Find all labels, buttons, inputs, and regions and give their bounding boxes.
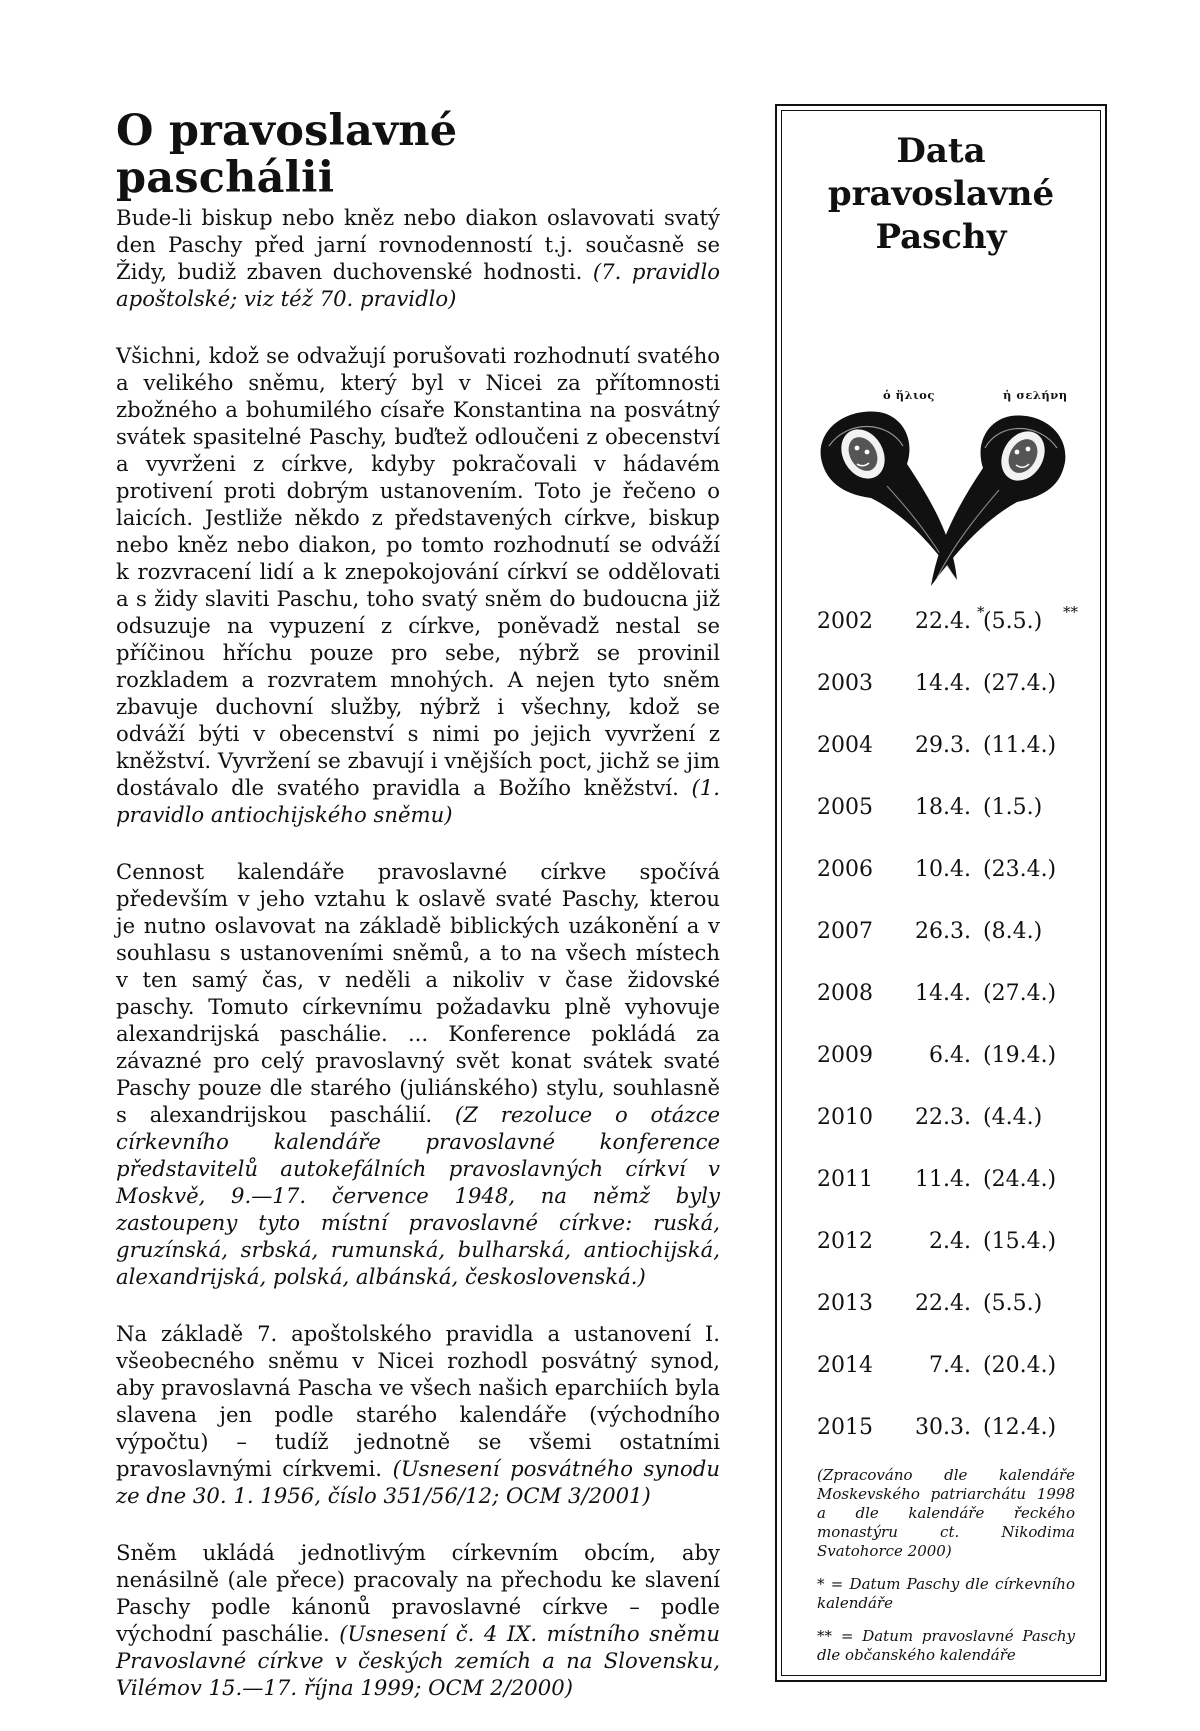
sidebar-notes [817, 1466, 1075, 1679]
year: 2009 [817, 1043, 873, 1068]
church-calendar-date: 14.4. [915, 671, 971, 696]
paragraph [116, 204, 720, 312]
church-calendar-date: 6.4. [929, 1043, 971, 1068]
year: 2012 [817, 1229, 873, 1254]
sun-moon-personifications-icon [807, 390, 1077, 590]
church-calendar-date: 11.4. [915, 1167, 971, 1192]
church-calendar-date: 22.4. [915, 609, 971, 634]
paragraph [116, 858, 720, 1290]
church-calendar-date: 2.4. [929, 1229, 971, 1254]
sun-figure [821, 412, 957, 580]
paragraph-text: Bude-li biskup nebo kněz nebo diakon oslavovati svatý den Paschy před jarní rovnodenností t.j. současně se Židy, budiž zbaven duchovenské hodnosti. [116, 205, 720, 284]
main-text-column [116, 204, 720, 1731]
civil-calendar-date: (23.4.) [983, 857, 1057, 882]
legend-civil-calendar: ** = Datum pravoslavné Paschy dle občanského kalendáře [817, 1627, 1075, 1664]
paragraph [116, 342, 720, 828]
civil-calendar-date: (11.4.) [983, 733, 1057, 758]
resurrection-icon [807, 390, 1077, 590]
year: 2006 [817, 857, 873, 882]
year: 2014 [817, 1353, 873, 1378]
legend-church-calendar: * = Datum Paschy dle církevního kalendáře [817, 1575, 1075, 1612]
church-calendar-date: 14.4. [915, 981, 971, 1006]
year: 2004 [817, 733, 873, 758]
church-calendar-date: 30.3. [915, 1415, 971, 1440]
church-calendar-date: 26.3. [915, 919, 971, 944]
civil-calendar-date: (12.4.) [983, 1415, 1057, 1440]
paragraph-text: Všichni, kdož se odvažují porušovati rozhodnutí svatého a velikého sněmu, který byl v Nicei za přítomnosti zbožného a bohumilého císaře Konstantina na posvátný svátek spasitelné Paschy, buďtež odloučeni z obecenství a vyvrženi z církve, kdyby pokračovali v hádavém protivení proti dobrým ustanovením. Toto je řečeno o laicích. Jestliže někdo z představených církve, biskup nebo kněz nebo diakon, po tomto rozhodnutí se odváží k rozvracení lidí a k znepokojování církví se oddělovati a s židy slaviti Paschu, toho svatý sněm do budoucna již odsuzuje na vypuzení z církve, poněvadž nestal se příčinou hříchu pouze pro sebe, nýbrž se provinil rozkladem a rozvratem mnohých. A nejen tyto sněm zbavuje duchovní služby, nýbrž i všechny, kdož se odváží býti v obecenství s nimi po jejich vyvržení z kněžství. Vyvržení se zbavují i vnějších poct, jichž se jim dostávalo dle svatého pravidla a Božího kněžství. [116, 343, 720, 800]
paragraph-citation: (1. pravidlo antiochijského sněmu) [116, 775, 720, 827]
date-row [817, 603, 1097, 671]
church-calendar-date: 22.4. [915, 1291, 971, 1316]
church-calendar-date: 7.4. [929, 1353, 971, 1378]
civil-calendar-date: (15.4.) [983, 1229, 1057, 1254]
church-calendar-date: 22.3. [915, 1105, 971, 1130]
date-row [817, 1043, 1097, 1105]
year: 2003 [817, 671, 873, 696]
civil-calendar-date: (27.4.) [983, 981, 1057, 1006]
civil-calendar-date: (4.4.) [983, 1105, 1043, 1130]
sidebar-title-line: pravoslavné [827, 174, 1055, 214]
paragraph [116, 1539, 720, 1701]
paragraph [116, 1320, 720, 1509]
civil-calendar-date: (1.5.) [983, 795, 1043, 820]
paragraph-citation: (Z rezoluce o otázce církevního kalendáře pravoslavné konference představitelů autokefálních pravoslavných církví v Moskvě, 9.—17. července 1948, na němž byly zastoupeny tyto místní pravoslavné církve: ruská, gruzínská, srbská, rumunská, bulharská, antiochijská, alexandrijská, polská, albánská, československá.) [116, 1102, 720, 1289]
sun-label: ὁ ἥλιος [883, 388, 935, 402]
church-calendar-date: 29.3. [915, 733, 971, 758]
year: 2007 [817, 919, 873, 944]
date-row [817, 919, 1097, 981]
date-row [817, 1353, 1097, 1415]
year: 2002 [817, 609, 873, 634]
civil-calendar-date: (27.4.) [983, 671, 1057, 696]
civil-calendar-date: (20.4.) [983, 1353, 1057, 1378]
year: 2013 [817, 1291, 873, 1316]
paragraph-text: Cennost kalendáře pravoslavné církve spočívá především v jeho vztahu k oslavě svaté Paschy, kterou je nutno oslavovat na základě biblických uzákonění a v souhlasu s ustanoveními sněmů, a to na všech místech v ten samý čas, v neděli a nikoliv v čase židovské paschy. Tomuto církevnímu požadavku plně vyhovuje alexandrijská paschálie. ... Konference pokládá za závazné pro celý pravoslavný svět konat svátek svaté Paschy pouze dle starého (juliánského) stylu, souhlasně s alexandrijskou paschálií. [116, 859, 720, 1127]
moon-label: ἡ σελήνη [1003, 388, 1068, 402]
civil-calendar-mark: ** [1063, 603, 1078, 621]
date-row [817, 1291, 1097, 1353]
year: 2015 [817, 1415, 873, 1440]
year: 2005 [817, 795, 873, 820]
sidebar-title [783, 130, 1099, 259]
year: 2010 [817, 1105, 873, 1130]
year: 2008 [817, 981, 873, 1006]
sidebar-title-line: Data [896, 131, 986, 171]
church-calendar-date: 10.4. [915, 857, 971, 882]
paragraph-text: Na základě 7. apoštolského pravidla a ustanovení I. všeobecného sněmu v Nicei rozhodl posvátný synod, aby pravoslavná Pascha ve všech našich eparchiích byla slavena jen podle starého kalendáře (východního výpočtu) – tudíž jednotně se všemi ostatními pravoslavnými církvemi. [116, 1321, 720, 1481]
date-row [817, 733, 1097, 795]
civil-calendar-date: (19.4.) [983, 1043, 1057, 1068]
source-note: (Zpracováno dle kalendáře Moskevského patriarchátu 1998 a dle kalendáře řeckého monastýru ct. Nikodima Svatohorce 2000) [817, 1466, 1075, 1560]
paragraph-citation: (Usnesení posvátného synodu ze dne 30. 1. 1956, číslo 351/56/12; OCM 3/2001) [116, 1456, 720, 1508]
civil-calendar-date: (8.4.) [983, 919, 1043, 944]
year: 2011 [817, 1167, 873, 1192]
date-row [817, 671, 1097, 733]
sidebar-title-line: Paschy [875, 217, 1007, 257]
date-row [817, 795, 1097, 857]
date-row [817, 1229, 1097, 1291]
date-row [817, 1167, 1097, 1229]
page-title: O pravoslavné paschálii [116, 106, 458, 204]
date-row [817, 981, 1097, 1043]
date-row [817, 857, 1097, 919]
church-calendar-date: 18.4. [915, 795, 971, 820]
paragraph-citation: (7. pravidlo apoštolské; viz též 70. pravidlo) [116, 259, 720, 311]
pascha-dates-sidebar [775, 104, 1107, 1682]
pascha-dates-table [817, 603, 1097, 1477]
paragraph-text: Sněm ukládá jednotlivým církevním obcím, aby nenásilně (ale přece) pracovaly na přechodu ke slavení Paschy podle kánonů pravoslavné církve – podle východní paschálie. [116, 1540, 720, 1646]
church-calendar-mark: * [977, 603, 985, 621]
paragraph-citation: (Usnesení č. 4 IX. místního sněmu Pravoslavné církve v českých zemích a na Slovensku, Vilémov 15.—17. října 1999; OCM 2/2000) [116, 1621, 720, 1700]
civil-calendar-date: (5.5.) [983, 1291, 1043, 1316]
date-row [817, 1105, 1097, 1167]
civil-calendar-date: (5.5.) [983, 609, 1043, 634]
civil-calendar-date: (24.4.) [983, 1167, 1057, 1192]
